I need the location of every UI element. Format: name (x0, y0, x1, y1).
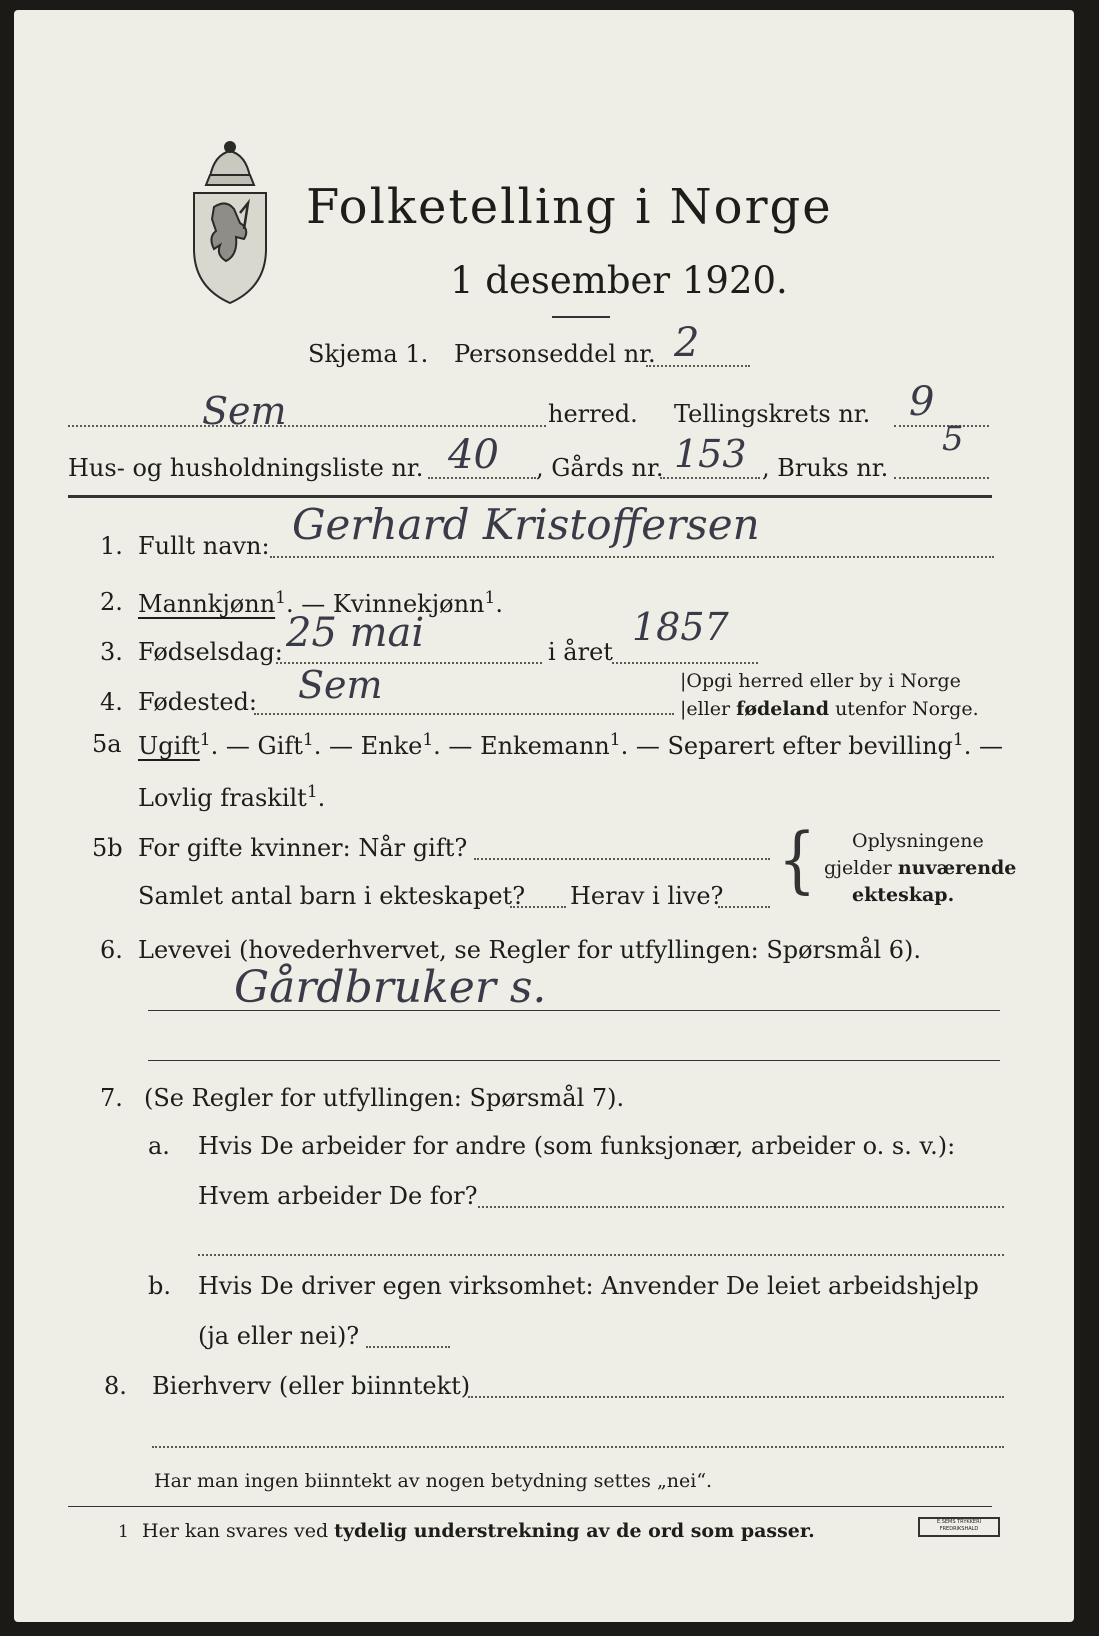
q5a-number: 5a (92, 730, 122, 758)
tellingskrets-label: Tellingskrets nr. (674, 400, 871, 428)
q5b-brace: { (778, 818, 817, 902)
q7a-field-line-1 (478, 1206, 1004, 1208)
husholdningsliste-label: Hus- og husholdningsliste nr. (68, 454, 424, 482)
q5b-alive-field-line (718, 906, 770, 908)
q5a-fraskilt-line: Lovlig fraskilt$^1$. (138, 782, 326, 812)
q3-birthdate-value[interactable]: 25 mai (286, 610, 425, 656)
q5a-enkemann-option[interactable]: Enkemann (480, 732, 610, 760)
q8-field-line-2 (152, 1446, 1004, 1448)
norwegian-coat-of-arms-icon (184, 137, 276, 307)
q7b-question: (ja eller nei)? (198, 1322, 360, 1350)
footnote-text: Her kan svares ved tydelig understrekning av de ord som passer. (142, 1520, 815, 1542)
q3-label: Fødselsdag: (138, 638, 283, 666)
q5b-note-line3: ekteskap. (852, 884, 955, 906)
q7-label: (Se Regler for utfyllingen: Spørsmål 7). (144, 1084, 625, 1112)
form-title: Folketelling i Norge (306, 179, 833, 235)
q2-female-option[interactable]: Kvinnekjønn (332, 590, 485, 618)
q7-number: 7. (100, 1084, 123, 1112)
q1-number: 1. (100, 532, 123, 560)
q5b-children-field-line (510, 906, 566, 908)
q6-number: 6. (100, 936, 123, 964)
q3-number: 3. (100, 638, 123, 666)
tellingskrets-value[interactable]: 9 (909, 379, 935, 425)
q5b-number: 5b (92, 834, 123, 862)
census-date: 1 desember 1920. (450, 259, 788, 302)
q5b-married-field-line (474, 858, 770, 860)
q5b-note-line2: gjelder nuværende (824, 857, 1017, 879)
bruks-value[interactable]: 5 (942, 419, 964, 459)
q5b-line1: For gifte kvinner: Når gift? (138, 834, 468, 862)
q8-number: 8. (104, 1372, 127, 1400)
q5b-children-label: Samlet antal barn i ekteskapet? (138, 882, 526, 910)
gards-label: , Gårds nr. (536, 454, 664, 482)
footnote-rule (68, 1506, 992, 1507)
q3-year-field-line (612, 662, 758, 664)
herred-value[interactable]: Sem (202, 389, 287, 433)
q7a-letter: a. (148, 1132, 170, 1160)
q1-label: Fullt navn: (138, 532, 270, 560)
q4-note-line2: |eller fødeland utenfor Norge. (680, 698, 979, 720)
q8-field-line-1 (468, 1396, 1004, 1398)
gards-field-line (660, 477, 760, 479)
q1-field-line (270, 556, 994, 558)
q5a-gift-option[interactable]: Gift (257, 732, 303, 760)
skjema-label: Skjema 1. (308, 340, 429, 368)
q6-label: Levevei (hovederhvervet, se Regler for utfyllingen: Spørsmål 6). (138, 936, 922, 964)
gards-value[interactable]: 153 (674, 432, 747, 476)
q1-full-name-value[interactable]: Gerhard Kristoffersen (292, 500, 760, 549)
husholdningsliste-value[interactable]: 40 (448, 432, 499, 478)
q6-occupation-value[interactable]: Gårdbruker s. (234, 962, 547, 1013)
q6-field-line-1 (148, 1010, 1000, 1011)
census-form (14, 10, 1074, 1622)
bruks-field-line (894, 477, 989, 479)
herred-label: herred. (548, 400, 638, 428)
printer-stamp-icon: E.SEMS TRYKKERI FREDRIKSHALD (918, 1517, 1000, 1537)
personseddel-value[interactable]: 2 (674, 320, 700, 366)
q4-note-line1: |Opgi herred eller by i Norge (680, 670, 961, 692)
q4-birthplace-value[interactable]: Sem (298, 663, 383, 707)
q7a-text: Hvis De arbeider for andre (som funksjonær, arbeider o. s. v.): (198, 1132, 956, 1160)
q5b-alive-label: Herav i live? (570, 882, 724, 910)
q5a-fraskilt-option[interactable]: Lovlig fraskilt (138, 784, 307, 812)
q3-year-label: i året (548, 638, 613, 666)
q5a-ugift-option[interactable]: Ugift (138, 732, 200, 760)
q5a-status-line: Ugift$^1$. — Gift$^1$. — Enke$^1$. — Enkemann$^1$. — Separert efter bevilling$^1$. — (138, 730, 1003, 760)
bruks-label: , Bruks nr. (762, 454, 889, 482)
q7b-text: Hvis De driver egen virksomhet: Anvender De leiet arbeidshjelp (198, 1272, 979, 1300)
footnote-number: 1 (118, 1522, 129, 1542)
q7a-field-line-2 (198, 1254, 1004, 1256)
q4-number: 4. (100, 688, 123, 716)
q6-field-line-2 (148, 1060, 1000, 1061)
q7b-letter: b. (148, 1272, 171, 1300)
q2-male-option[interactable]: Mannkjønn (138, 590, 276, 618)
q2-number: 2. (100, 588, 123, 616)
q2-gender-line: Mannkjønn$^1$. — Kvinnekjønn$^1$. (138, 588, 503, 618)
q7a-question: Hvem arbeider De for? (198, 1182, 478, 1210)
title-divider (552, 316, 610, 318)
personseddel-label: Personseddel nr. (454, 340, 656, 368)
q8-label: Bierhverv (eller biinntekt) (152, 1372, 471, 1400)
q4-field-line (254, 713, 674, 715)
header-rule (68, 495, 992, 498)
q4-label: Fødested: (138, 688, 257, 716)
q5a-separert-option[interactable]: Separert efter bevilling (667, 732, 953, 760)
biinntekt-note: Har man ingen biinntekt av nogen betydning settes „nei“. (154, 1470, 713, 1492)
herred-field-line (68, 425, 546, 427)
q3-year-value[interactable]: 1857 (632, 605, 729, 649)
q5a-enke-option[interactable]: Enke (360, 732, 423, 760)
q5b-note-line1: Oplysningene (852, 830, 984, 852)
q7b-field-line (366, 1346, 450, 1348)
